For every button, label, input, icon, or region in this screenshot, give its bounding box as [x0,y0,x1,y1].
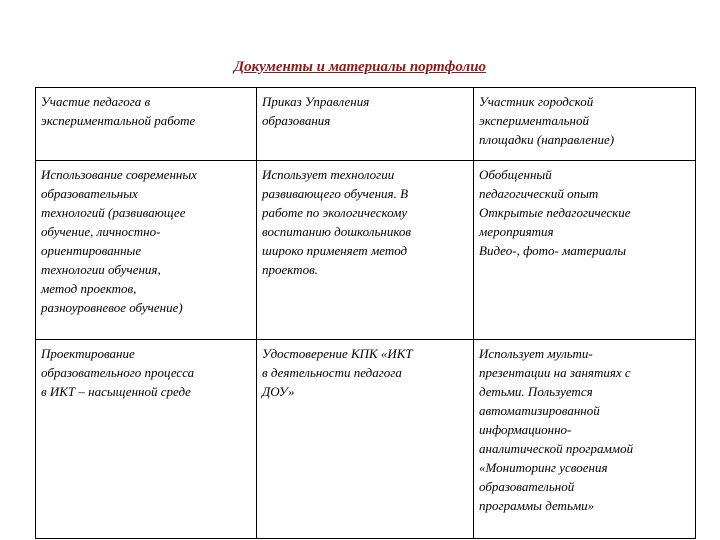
cell-line: образования [262,113,331,128]
table-cell [474,161,696,340]
table-cell [257,340,474,539]
table-cell [36,340,257,539]
cell-line: Видео-, фото- материалы [479,243,627,258]
portfolio-table [35,87,696,539]
cell-line: метод проектов, [41,281,137,296]
cell-line: широко применяет метод [262,243,408,258]
cell-line: технологии обучения, [41,262,161,277]
cell-line: развивающего обучения. В [262,186,409,201]
cell-line: информационно- [479,422,572,437]
table-cell [474,340,696,539]
cell-line: образовательного процесса [41,365,195,380]
table-row [36,340,696,539]
cell-line: «Мониторинг усвоения [479,460,608,475]
table-cell [257,88,474,161]
cell-line: мероприятия [479,224,554,239]
cell-line: педагогический опыт [479,186,599,201]
cell-line: образовательной [479,479,575,494]
cell-line: ориентированные [41,243,142,258]
cell-line: воспитанию дошкольников [262,224,412,239]
cell-line: Использует мульти- [479,346,593,361]
table-cell [474,88,696,161]
cell-line: Обобщенный [479,167,552,182]
cell-line: Использует технологии [262,167,395,182]
cell-line: экспериментальной [479,113,589,128]
table-cell [36,88,257,161]
cell-line: работе по экологическому [262,205,408,220]
cell-line: Приказ Управления [262,94,370,109]
cell-line: программы детьми» [479,498,595,513]
cell-line: презентации на занятиях с [479,365,631,380]
cell-line: экспериментальной работе [41,113,196,128]
cell-line: автоматизированной [479,403,600,418]
document-title: Документы и материалы портфолио [233,59,487,75]
cell-line: Открытые педагогические [479,205,631,220]
cell-line: образовательных [41,186,138,201]
cell-line: Участник городской [479,94,594,109]
cell-line: аналитической программой [479,441,634,456]
cell-line: Участие педагога в [41,94,151,109]
table-cell [257,161,474,340]
table-row [36,88,696,161]
table-cell [36,161,257,340]
cell-line: Использование современных [41,167,197,182]
cell-line: в деятельности педагога [262,365,402,380]
cell-line: обучение, личностно- [41,224,161,239]
cell-line: Удостоверение КПК «ИКТ [262,346,413,361]
cell-line: площадки (направление) [479,132,615,147]
cell-line: разноуровневое обучение) [41,300,183,315]
table-row [36,161,696,340]
cell-line: ДОУ» [262,384,295,399]
cell-line: в ИКТ – насыщенной среде [41,384,191,399]
cell-line: проектов. [262,262,318,277]
cell-line: Проектирование [41,346,135,361]
cell-line: детьми. Пользуется [479,384,593,399]
cell-line: технологий (развивающее [41,205,186,220]
